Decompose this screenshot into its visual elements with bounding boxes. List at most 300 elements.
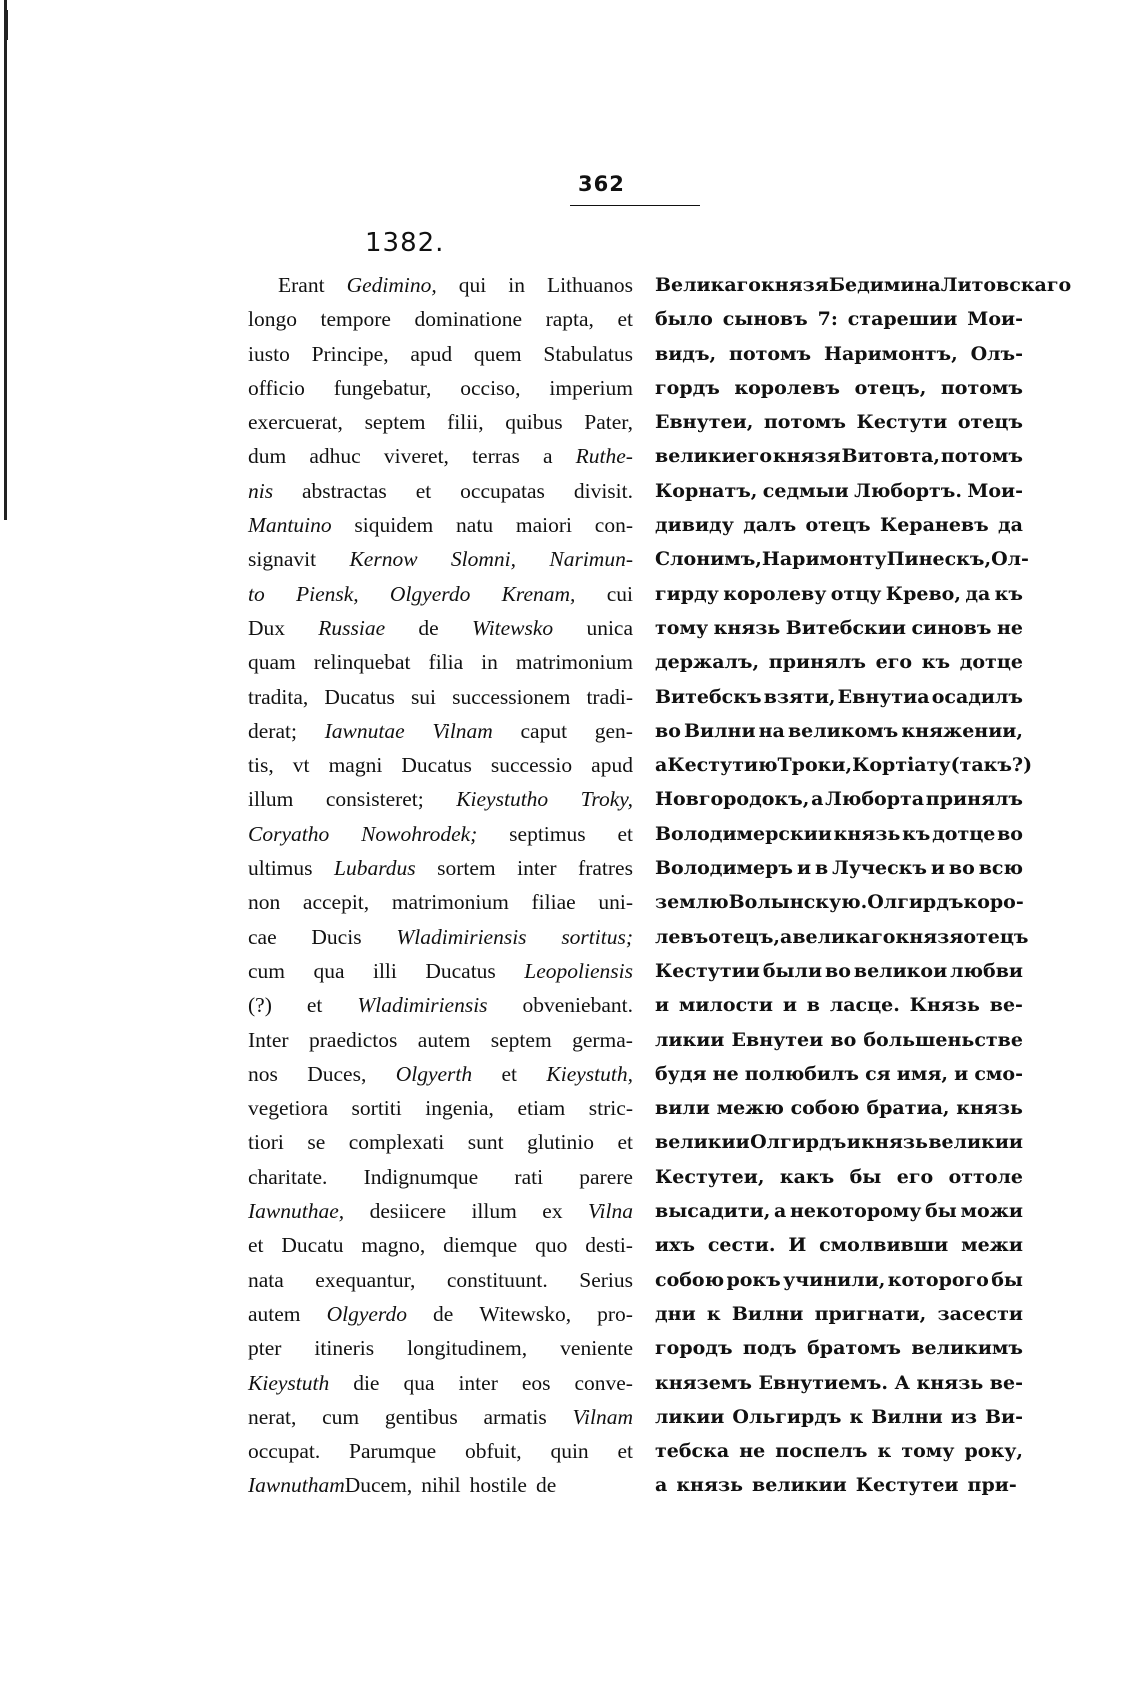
word: Крево,: [885, 582, 961, 605]
word: Вилни: [871, 1405, 943, 1428]
word: Олгирдъ: [750, 1131, 847, 1154]
year-heading: 1382.: [365, 228, 445, 258]
word: cui: [606, 581, 633, 606]
text-line: [655, 1228, 1023, 1262]
word: къ: [994, 582, 1023, 605]
word: cum: [322, 1404, 360, 1429]
word: Бедимина: [828, 274, 941, 296]
word: во: [825, 959, 851, 982]
word: imperium: [549, 375, 633, 400]
word: смолвивши: [819, 1234, 949, 1257]
word: ultimus: [248, 856, 313, 881]
latin-text-column: [248, 268, 633, 1503]
word: matrimonium: [515, 650, 633, 675]
margin-scan-tick: [6, 10, 8, 40]
word: князь: [676, 1474, 743, 1497]
word: осадилъ: [931, 685, 1023, 708]
word: ве-: [989, 994, 1023, 1017]
word: Dux: [248, 615, 286, 640]
word: Serius: [579, 1267, 633, 1292]
word: всю: [978, 857, 1023, 880]
word: старешии: [847, 308, 958, 331]
word: Кестутии: [655, 959, 760, 982]
text-line: [248, 1023, 633, 1057]
text-line: [248, 1366, 633, 1400]
word: desiicere: [369, 1199, 446, 1224]
word: не: [996, 616, 1023, 639]
word: року,: [964, 1440, 1023, 1463]
word: гирду: [655, 582, 719, 605]
word: filia: [428, 650, 464, 675]
word: officio: [248, 375, 305, 400]
word: и: [954, 1062, 969, 1085]
word: tiori: [248, 1130, 284, 1155]
word: князь: [713, 616, 781, 639]
word: а: [780, 925, 793, 948]
text-line: [655, 645, 1023, 679]
text-line: [248, 302, 633, 336]
word: in: [481, 650, 498, 675]
word: Наримонтъ,: [824, 342, 958, 365]
word: Olgyerth: [395, 1061, 473, 1086]
word: Витовта,: [841, 445, 941, 468]
word: Lubardus: [334, 856, 416, 881]
word: Iawnutae: [324, 718, 405, 743]
word: Ducatus: [425, 958, 496, 983]
word: во: [830, 1028, 857, 1051]
word: Piensk,: [295, 581, 359, 606]
text-line: [248, 1263, 633, 1297]
word: et: [617, 821, 633, 846]
word: exercuerat,: [248, 410, 343, 435]
word: ве-: [989, 1371, 1023, 1394]
word: inter: [517, 856, 557, 881]
word: Troky,: [580, 787, 633, 812]
text-line: [655, 782, 1023, 816]
word: великаго: [792, 925, 896, 948]
word: illum: [248, 787, 294, 812]
text-line: [248, 851, 633, 885]
word: ихъ: [655, 1234, 695, 1257]
word: Евнутеи: [731, 1028, 824, 1051]
word: седмыи: [762, 479, 849, 502]
word: desti-: [585, 1233, 633, 1258]
word: Ducatus: [324, 684, 395, 709]
word: Krenam,: [501, 581, 576, 606]
text-line: [655, 337, 1023, 371]
word: к: [706, 1302, 721, 1325]
word: qui: [458, 273, 487, 297]
word: Principe,: [311, 341, 389, 366]
text-line: [248, 988, 633, 1022]
word: засести: [937, 1302, 1023, 1325]
word: И: [788, 1234, 807, 1257]
word: ликии: [655, 1028, 725, 1051]
word: natu: [456, 513, 494, 538]
word: дотце: [932, 822, 996, 845]
word: Mantuino: [248, 513, 332, 538]
word: longo: [248, 307, 297, 332]
word: были: [762, 959, 823, 982]
word: в: [806, 994, 820, 1017]
word: межю: [716, 1097, 784, 1120]
word: rapta,: [545, 307, 594, 332]
word: сести.: [707, 1234, 776, 1257]
word: рокъ: [726, 1268, 781, 1291]
word: отцу: [830, 582, 882, 605]
text-line: [248, 1057, 633, 1091]
text-line: [655, 1434, 1023, 1468]
word: se: [307, 1130, 326, 1155]
text-line: [248, 748, 633, 782]
word: et: [415, 478, 432, 503]
word: и: [796, 857, 812, 880]
text-line: [655, 1400, 1023, 1434]
word: Slomni,: [450, 547, 517, 572]
word: князя: [772, 445, 841, 468]
word: князя: [895, 925, 964, 948]
word: rati: [514, 1164, 544, 1189]
word: королеву: [723, 582, 827, 605]
word: iusto: [248, 341, 290, 366]
text-line: [655, 920, 1029, 954]
word: Евнутиа: [837, 685, 930, 708]
text-line: [655, 817, 1023, 851]
word: in: [508, 273, 525, 297]
word: Кестутеи: [855, 1474, 959, 1497]
word: а: [655, 754, 668, 777]
word: великимъ: [911, 1337, 1023, 1360]
word: consisteret;: [325, 787, 424, 812]
text-line: [655, 1331, 1023, 1365]
text-line: [248, 268, 633, 302]
word: а: [774, 1200, 787, 1223]
word: бы: [925, 1200, 957, 1223]
word: siquidem: [354, 513, 434, 538]
word: Gedimino,: [346, 273, 437, 297]
word: Кестутию: [667, 754, 778, 777]
text-line: [248, 1160, 633, 1194]
text-line: [248, 1468, 633, 1502]
text-line: [655, 1091, 1023, 1125]
word: eos: [521, 1370, 551, 1395]
word: conve-: [574, 1370, 633, 1395]
word: (?): [248, 993, 272, 1018]
word: ex: [542, 1199, 563, 1224]
word: etiam: [517, 1096, 566, 1121]
word: Ducis: [311, 924, 362, 949]
text-line: [248, 680, 633, 714]
text-line: [248, 1297, 633, 1331]
word: великии: [928, 1131, 1023, 1154]
word: Евнутеи,: [655, 411, 754, 434]
word: его: [875, 651, 913, 674]
word: nerat,: [248, 1404, 297, 1429]
word: nis: [248, 478, 274, 503]
word: filiae: [531, 890, 576, 915]
word: praedictos: [309, 1027, 398, 1052]
text-line: [248, 885, 633, 919]
text-line: [655, 1160, 1023, 1194]
word: Ви-: [984, 1405, 1023, 1428]
word: maiori: [515, 513, 572, 538]
word: caput: [520, 718, 568, 743]
word: quin: [550, 1439, 589, 1464]
word: Pater,: [584, 410, 633, 435]
text-line: [655, 851, 1023, 885]
word: Кестутеи,: [655, 1165, 765, 1188]
word: et: [617, 1130, 633, 1155]
word: Волынскую.: [728, 891, 868, 914]
word: и: [655, 994, 670, 1017]
text-line: [655, 405, 1023, 439]
ruthenian-text-column: [655, 268, 1072, 1503]
word: vt: [292, 753, 310, 778]
word: Narimun-: [549, 547, 633, 572]
word: королевъ: [734, 376, 841, 399]
word: apud: [591, 753, 633, 778]
word: Витебскии: [785, 616, 906, 639]
word: veniente: [560, 1336, 633, 1361]
word: Ruthe-: [575, 444, 633, 469]
word: имя,: [896, 1062, 949, 1085]
word: magno,: [361, 1233, 426, 1258]
word: князя: [760, 274, 829, 296]
word: а: [811, 788, 824, 811]
word: sortitus;: [561, 924, 633, 949]
word: Kieystutho: [456, 787, 549, 812]
word: Wladimiriensis: [357, 993, 488, 1018]
word: pter: [248, 1336, 282, 1361]
text-line: [655, 1125, 1023, 1159]
word: itineris: [314, 1336, 375, 1361]
word: держалъ,: [655, 651, 760, 674]
word: longitudinem,: [407, 1336, 528, 1361]
word: Vilna: [588, 1199, 633, 1224]
text-line: [655, 268, 1072, 302]
text-line: [655, 1194, 1023, 1228]
word: Слонимъ,: [655, 548, 762, 571]
margin-scan-mark: [4, 0, 7, 520]
word: tradita,: [248, 684, 309, 709]
text-line: [655, 542, 1029, 576]
word: Kernow: [349, 547, 418, 572]
word: inter: [458, 1370, 498, 1395]
word: Lithuanos: [546, 273, 633, 297]
word: Witewsko: [471, 615, 554, 640]
word: fratres: [578, 856, 633, 881]
word: Вилни: [731, 1302, 804, 1325]
word: et: [617, 307, 633, 332]
word: любви: [950, 959, 1023, 982]
word: великомъ: [787, 719, 899, 742]
word: и: [846, 1131, 861, 1154]
word: Russiae: [318, 615, 386, 640]
word: to: [248, 581, 265, 606]
word: Мои-: [967, 308, 1023, 331]
word: Евнутиемъ.: [758, 1371, 888, 1394]
text-line: [655, 1023, 1023, 1057]
word: Ducem,: [344, 1473, 413, 1498]
word: потомъ: [940, 445, 1023, 468]
word: ликии: [655, 1405, 725, 1428]
word: qua: [403, 1370, 435, 1395]
word: filii,: [447, 410, 484, 435]
text-line: [655, 1468, 1023, 1502]
text-line: [655, 302, 1023, 336]
word: quo: [535, 1233, 568, 1258]
word: собою: [655, 1268, 725, 1291]
word: оттоле: [948, 1165, 1023, 1188]
word: glutinio: [527, 1130, 594, 1155]
word: дивиду: [655, 514, 734, 537]
word: pro-: [597, 1301, 633, 1326]
text-line: [248, 405, 633, 439]
word: видъ,: [655, 342, 717, 365]
word: къ: [902, 822, 931, 845]
word: Iawnuthae,: [248, 1199, 345, 1224]
word: при-: [967, 1474, 1017, 1497]
text-line: [655, 1297, 1023, 1331]
word: Stabulatus: [543, 341, 633, 366]
word: uni-: [598, 890, 633, 915]
word: великии: [752, 1474, 847, 1497]
word: левъ: [655, 925, 709, 948]
word: hostile: [469, 1473, 527, 1498]
word: obfuit,: [464, 1439, 522, 1464]
word: отецъ: [957, 411, 1023, 434]
word: a: [542, 444, 553, 469]
word: germa-: [572, 1027, 633, 1052]
word: некоторому: [790, 1200, 922, 1223]
text-line: [248, 817, 633, 851]
word: unica: [586, 615, 633, 640]
text-line: [655, 988, 1023, 1022]
word: собою: [790, 1097, 860, 1120]
word: дни: [655, 1302, 696, 1325]
word: тому: [901, 1440, 955, 1463]
word: Луческъ: [832, 857, 927, 880]
word: gentibus: [384, 1404, 458, 1429]
word: exequantur,: [315, 1267, 416, 1292]
word: Inter: [248, 1027, 289, 1052]
word: пригнати,: [814, 1302, 927, 1325]
word: из: [950, 1405, 977, 1428]
text-line: [248, 611, 633, 645]
word: учинили,: [783, 1268, 886, 1291]
word: великиего: [655, 445, 772, 468]
word: какъ: [779, 1165, 835, 1188]
word: к: [877, 1440, 892, 1463]
text-line: [655, 577, 1023, 611]
text-line: [248, 920, 633, 954]
word: qua: [313, 958, 345, 983]
word: complexati: [348, 1130, 445, 1155]
word: во: [655, 719, 681, 742]
word: sortiti: [351, 1096, 402, 1121]
word: братиа,: [866, 1097, 950, 1120]
word: братомъ: [807, 1337, 901, 1360]
word: Кортіату: [852, 754, 951, 777]
word: de: [433, 1301, 454, 1326]
word: septimus: [509, 821, 586, 846]
word: Люборта: [825, 788, 925, 811]
word: fungebatur,: [333, 375, 432, 400]
word: dominatione: [414, 307, 523, 332]
word: и: [782, 994, 797, 1017]
word: matrimonium: [391, 890, 509, 915]
word: cae: [248, 924, 277, 949]
word: большеньстве: [863, 1028, 1023, 1051]
word: Olgyerdo: [389, 581, 471, 606]
word: вили: [655, 1097, 710, 1120]
word: tis,: [248, 753, 274, 778]
word: et: [617, 1439, 633, 1464]
word: divisit.: [573, 478, 633, 503]
word: принялъ: [925, 788, 1023, 811]
word: подъ: [742, 1337, 797, 1360]
word: бы: [849, 1165, 882, 1188]
word: die: [353, 1370, 380, 1395]
word: Ducatu: [281, 1233, 344, 1258]
word: derat;: [248, 718, 297, 743]
word: Вилни: [683, 719, 756, 742]
word: полюбилъ: [744, 1062, 859, 1085]
word: поспелъ: [775, 1440, 868, 1463]
word: sortem: [437, 856, 496, 881]
text-line: [655, 885, 1023, 919]
text-line: [248, 542, 633, 576]
word: Witewsko,: [479, 1301, 572, 1326]
text-line: [248, 954, 633, 988]
word: смо-: [974, 1062, 1023, 1085]
text-line: [248, 337, 633, 371]
word: милости: [678, 994, 774, 1017]
word: et: [501, 1061, 518, 1086]
word: magni: [328, 753, 383, 778]
word: Великаго: [655, 274, 761, 296]
word: потомъ: [940, 376, 1023, 399]
word: да: [998, 514, 1023, 537]
text-line: [248, 508, 633, 542]
word: ingenia,: [425, 1096, 494, 1121]
word: vegetiora: [248, 1096, 328, 1121]
word: nata: [248, 1267, 284, 1292]
word: высадити,: [655, 1200, 771, 1223]
text-line: [655, 474, 1023, 508]
text-line: [655, 508, 1023, 542]
word: тебска: [655, 1440, 730, 1463]
word: occiso,: [460, 375, 521, 400]
word: коро-: [963, 891, 1024, 914]
word: Erant: [278, 273, 325, 297]
word: apud: [410, 341, 453, 366]
word: взяти,: [763, 685, 836, 708]
word: quibus: [505, 410, 563, 435]
word: в: [814, 857, 829, 880]
word: et: [306, 993, 323, 1018]
text-line: [248, 714, 633, 748]
word: къ: [921, 651, 951, 674]
word: было: [655, 308, 713, 331]
word: non: [248, 890, 281, 915]
word: тому: [655, 616, 709, 639]
word: межи: [961, 1234, 1023, 1257]
text-line: [248, 1400, 633, 1434]
word: parere: [579, 1164, 633, 1189]
word: de: [418, 615, 439, 640]
text-line: [655, 1366, 1023, 1400]
